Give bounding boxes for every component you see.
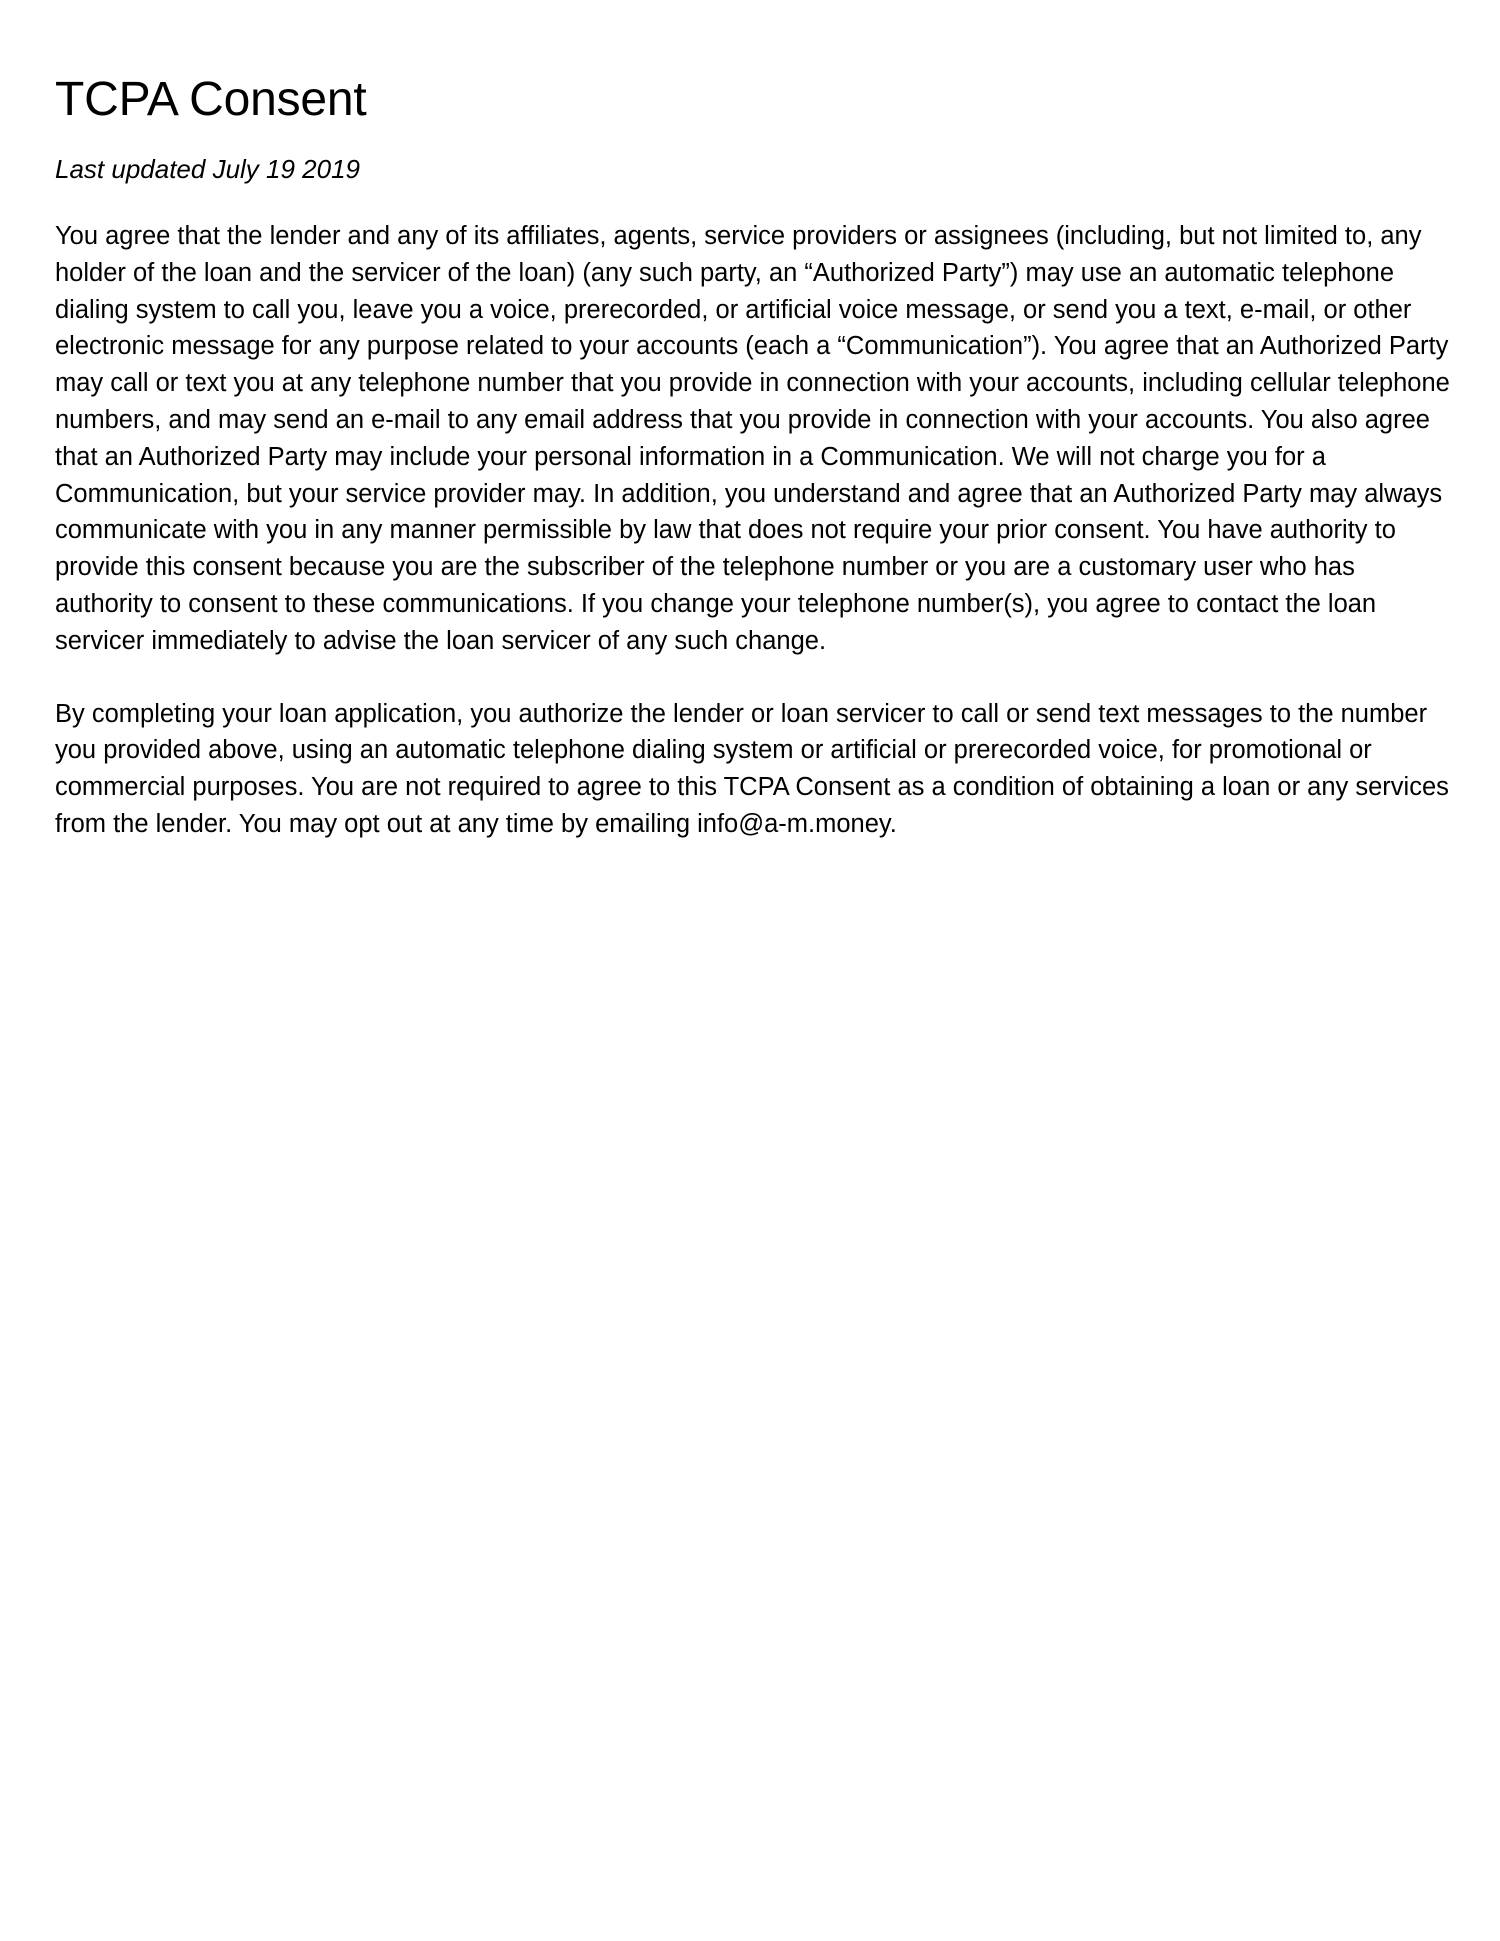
page-title: TCPA Consent (55, 73, 367, 126)
consent-paragraph-promotional: By completing your loan application, you authorize the lender or loan servicer to call or send text messages to the number you provided above, using an automatic telephone dialing system or artificial or prerecorded voice, for promotional or commercial purposes. You are not required to agree to this TCPA Consent as a condition of obtaining a loan or any services from the lender. You may opt out at any time by emailing info@a-m.money. (55, 699, 1449, 838)
last-updated-date: Last updated July 19 2019 (55, 154, 361, 184)
consent-paragraph-communications: You agree that the lender and any of its affiliates, agents, service providers or assignees (including, but not limited to, any holder of the loan and the servicer of the loan) (any such party, an “Authorized Party”) may use an automatic telephone dialing system to call you, leave you a voice, prerecorded, or artificial voice message, or send you a text, e-mail, or other electronic message for any purpose related to your accounts (each a “Communication”). You agree that an Authorized Party may call or text you at any telephone number that you provide in connection with your accounts, including cellular telephone numbers, and may send an e-mail to any email address that you provide in connection with your accounts. You also agree that an Authorized Party may include your personal information in a Communication. We will not charge you for a Communication, but your service provider may. In addition, you understand and agree that an Authorized Party may always communicate with you in any manner permissible by law that does not require your prior consent. You have authority to provide this consent because you are the subscriber of the telephone number or you are a customary user who has authority to consent to these communications. If you change your telephone number(s), you agree to contact the loan servicer immediately to advise the loan servicer of any such change. (55, 222, 1450, 655)
document-page (55, 68, 1455, 843)
